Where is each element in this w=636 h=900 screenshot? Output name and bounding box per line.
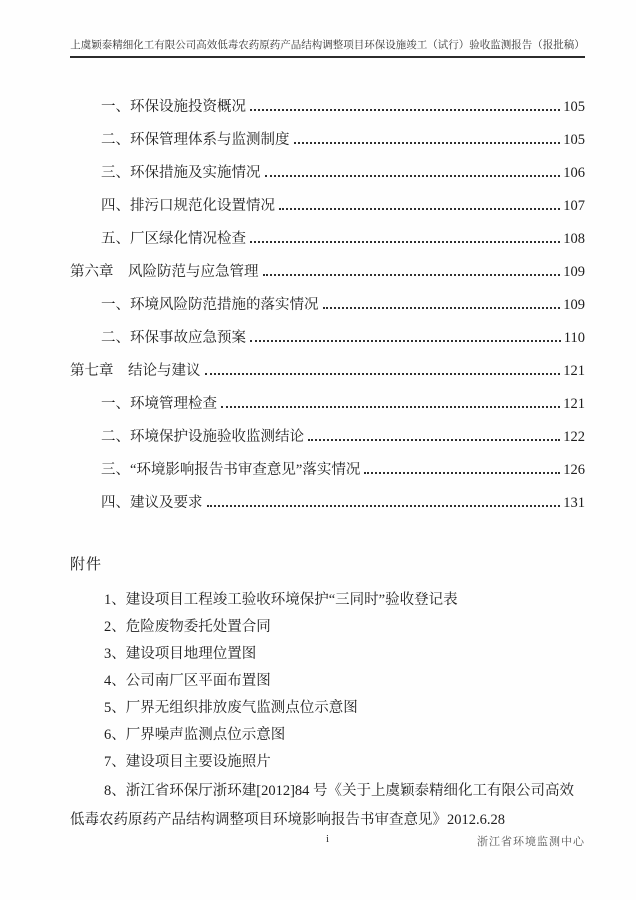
page-footer <box>70 833 585 851</box>
toc-entry-label: 一、环境管理检查 <box>101 396 217 412</box>
toc-entry-label: 一、环保设施投资概况 <box>101 99 246 115</box>
attachment-item-wrapped: 8、浙江省环保厅浙环建[2012]84 号《关于上虞颖泰精细化工有限公司高效低毒农药原药产品结构调整项目环境影响报告书审查意见》2012.6.28 <box>70 783 575 828</box>
dot-leader <box>221 406 560 408</box>
dot-leader <box>279 208 560 210</box>
toc-entry-page: 107 <box>563 198 585 214</box>
toc-entry[interactable] <box>70 282 585 315</box>
dot-leader <box>205 373 561 375</box>
toc-entry-label: 五、厂区绿化情况检查 <box>101 231 246 247</box>
toc-entry-page: 121 <box>563 363 585 379</box>
dot-leader <box>308 439 560 441</box>
toc-entry-page: 122 <box>563 429 585 445</box>
header-title: 上虞颖泰精细化工有限公司高效低毒农药原药产品结构调整项目环保设施竣工（试行）验收监测报告（报批稿） <box>70 40 585 51</box>
toc-entry[interactable] <box>70 315 585 348</box>
toc-entry[interactable] <box>70 447 585 480</box>
toc-entry[interactable] <box>70 183 585 216</box>
toc-entry-page: 109 <box>563 297 585 313</box>
toc-entry[interactable] <box>70 117 585 150</box>
toc-entry-label: 第六章 风险防范与应急管理 <box>70 264 259 280</box>
toc-entry-label: 三、“环境影响报告书审查意见”落实情况 <box>101 462 361 478</box>
dot-leader <box>250 340 561 342</box>
page-number: i <box>325 833 330 845</box>
toc-entry-chapter[interactable] <box>70 249 585 282</box>
toc-entry-page: 109 <box>563 264 585 280</box>
toc-entry-page: 108 <box>563 231 585 247</box>
dot-leader <box>207 505 561 507</box>
attachment-item: 4、公司南厂区平面布置图 <box>104 673 271 689</box>
toc-entry[interactable] <box>70 150 585 183</box>
toc-entry-page: 105 <box>563 99 585 115</box>
toc-entry-page: 106 <box>563 165 585 181</box>
toc-entry-label: 四、排污口规范化设置情况 <box>101 198 275 214</box>
toc-entry-page: 121 <box>563 396 585 412</box>
toc-entry-page: 105 <box>563 132 585 148</box>
toc-entry[interactable] <box>70 84 585 117</box>
toc-entry-label: 二、环境保护设施验收监测结论 <box>101 429 304 445</box>
dot-leader <box>263 274 561 276</box>
dot-leader <box>294 142 561 144</box>
toc-entry-label: 四、建议及要求 <box>101 495 203 511</box>
toc-entry-page: 126 <box>563 462 585 478</box>
toc-entry-chapter[interactable] <box>70 348 585 381</box>
attachments-heading: 附件 <box>70 557 103 573</box>
toc-entry-label: 第七章 结论与建议 <box>70 363 201 379</box>
dot-leader <box>323 307 561 309</box>
toc-entry[interactable] <box>70 216 585 249</box>
attachment-item: 3、建设项目地理位置图 <box>104 646 257 662</box>
attachment-item: 1、建设项目工程竣工验收环境保护“三同时”验收登记表 <box>104 592 458 608</box>
toc-entry[interactable] <box>70 414 585 447</box>
toc-entry-label: 二、环保事故应急预案 <box>101 330 246 346</box>
footer-organization: 浙江省环境监测中心 <box>477 836 585 848</box>
dot-leader <box>364 472 560 474</box>
toc-entry[interactable] <box>70 381 585 414</box>
dot-leader <box>250 241 560 243</box>
attachments-section <box>70 553 585 834</box>
attachment-item: 2、危险废物委托处置合同 <box>104 619 271 635</box>
dot-leader <box>250 109 560 111</box>
page-content <box>70 0 585 834</box>
attachment-item: 5、厂界无组织排放废气监测点位示意图 <box>104 700 358 716</box>
attachment-item: 6、厂界噪声监测点位示意图 <box>104 727 286 743</box>
toc-entry-label: 二、环保管理体系与监测制度 <box>101 132 290 148</box>
toc-entry-page: 110 <box>563 330 585 346</box>
toc-entry-label: 一、环境风险防范措施的落实情况 <box>101 297 319 313</box>
toc-section <box>70 84 585 513</box>
toc-entry-page: 131 <box>563 495 585 511</box>
toc-entry-label: 三、环保措施及实施情况 <box>101 165 261 181</box>
toc-entry[interactable] <box>70 480 585 513</box>
attachment-item: 7、建设项目主要设施照片 <box>104 754 271 770</box>
dot-leader <box>265 175 561 177</box>
page-header <box>70 37 585 58</box>
